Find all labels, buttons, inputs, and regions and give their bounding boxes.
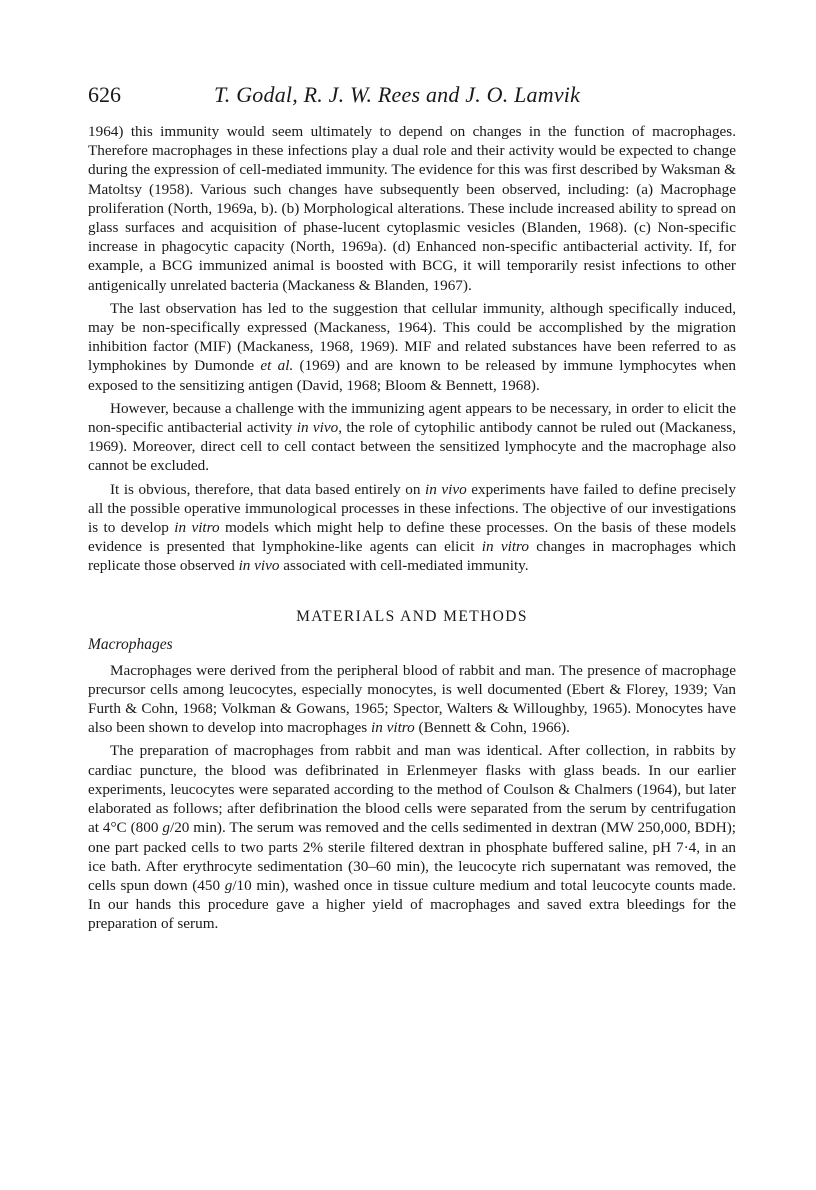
- text-run: Macrophages were derived from the peripheral blood of rabbit and man. The presence of macrophage precursor cells among leucocytes, especially monocytes, is well documented (Ebert & Florey, 1939; Van Furth & Cohn, 1968; Volkman & Gowans, 1965; Spector, Walters & Willoughby, 1965). Monocytes have also been shown to develop into macrophages: [88, 661, 736, 737]
- methods-paragraph-2: [88, 741, 736, 933]
- italic-run: et al.: [260, 357, 294, 375]
- italic-run: in vitro: [174, 519, 220, 537]
- intro-paragraph-4: [88, 480, 736, 576]
- running-head-authors: T. Godal, R. J. W. Rees and J. O. Lamvik: [214, 82, 581, 107]
- text-run: /20 min). The serum was removed and the cells sedimented in dextran (MW 250,000, BDH); one part packed cells to two parts 2% sterile filtered dextran in phosphate buffered saline, pH 7·4, in an ice bath. After erythrocyte sedimentation (30–60 min), the leucocyte rich supernatant was removed, the cells spun down (450: [88, 819, 736, 894]
- paragraph-text: [88, 399, 736, 476]
- text-run: The preparation of macrophages from rabbit and man was identical. After collection, in rabbits by cardiac puncture, the blood was defibrinated in Erlenmeyer flasks with glass beads. In our earlier experiments, leucocytes were separated according to the method of Coulson & Chalmers (1964), but later elaborated as follows; after defibrination the blood cells were separated from the serum by centrifugation at 4°C (800: [88, 742, 736, 837]
- italic-run: g: [162, 819, 170, 837]
- text-run: /10 min), washed once in tissue culture medium and total leucocyte counts made. In our hands this procedure gave a higher yield of macrophages and saved extra bleedings for the preparation of serum.: [88, 876, 736, 933]
- intro-paragraph-3: [88, 399, 736, 476]
- intro-paragraph-1: [88, 122, 736, 295]
- paragraph-text: 1964) this immunity would seem ultimately to depend on changes in the function of macrophages. Therefore macrophages in these infections play a dual role and their activity would be expected to change during the expression of cell-mediated immunity. The evidence for this was first described by Waksman & Matoltsy (1958). Various such changes have subsequently been observed, including: (a) Macrophage proliferation (North, 1969a, b). (b) Morphological alterations. These include increased ability to spread on glass surfaces and acquisition of phase-lucent cytoplasmic vesicles (Blanden, 1968). (c) Non-specific increase in phagocytic capacity (North, 1969a). (d) Enhanced non-specific antibacterial activity. If, for example, a BCG immunized animal is boosted with BCG, it will temporarily resist infections to other antigenically unrelated bacteria (Mackaness & Blanden, 1967).: [88, 123, 736, 294]
- paragraph-text: [88, 741, 736, 933]
- text-run: associated with cell-mediated immunity.: [279, 557, 529, 575]
- text-run: changes in macrophages which replicate those observed: [88, 538, 736, 575]
- text-run: The last observation has led to the suggestion that cellular immunity, although specifically induced, may be non-specifically expressed (Mackaness, 1964). This could be accomplished by the migration inhibition factor (MIF) (Mackaness, 1968, 1969). MIF and related substances have been referred to as lymphokines by Dumonde: [88, 299, 736, 375]
- methods-paragraph-1: [88, 661, 736, 738]
- text-run: It is obvious, therefore, that data based entirely on: [110, 480, 426, 498]
- italic-run: in vivo: [425, 480, 467, 498]
- italic-run: in vivo: [296, 419, 339, 437]
- subsection-heading: Macrophages: [88, 635, 173, 653]
- italic-run: in vivo: [238, 557, 280, 575]
- paragraph-text: [88, 661, 736, 738]
- page-number: 626: [88, 82, 121, 107]
- text-run: (1969) and are known to be released by immune lymphocytes when exposed to the sensitizing antigen (David, 1968; Bloom & Bennett, 1968).: [88, 357, 736, 394]
- text-run: , the role of cytophilic antibody cannot be ruled out (Mackaness, 1969). Moreover, direct cell to cell contact between the sensitized lymphocyte and the macrophage also cannot be excluded.: [88, 419, 736, 475]
- italic-run: in vitro: [371, 719, 415, 737]
- italic-run: g: [224, 876, 233, 894]
- text-run: experiments have failed to define precisely all the possible operative immunological processes in these infections. The objective of our investigations is to develop: [88, 480, 737, 537]
- paragraph-text: [88, 480, 736, 576]
- article-body: [88, 122, 736, 938]
- intro-paragraph-2: [88, 299, 736, 395]
- page-header: [88, 82, 736, 116]
- text-run: However, because a challenge with the immunizing agent appears to be necessary, in order to elicit the non-specific antibacterial activity: [88, 399, 736, 437]
- section-heading: MATERIALS AND METHODS: [296, 607, 528, 625]
- text-run: models which might help to define these processes. On the basis of these models evidence is presented that lymphokine-like agents can elicit: [88, 519, 736, 556]
- paragraph-text: [88, 299, 736, 395]
- italic-run: in vitro: [481, 538, 529, 556]
- text-run: (Bennett & Cohn, 1966).: [414, 719, 570, 737]
